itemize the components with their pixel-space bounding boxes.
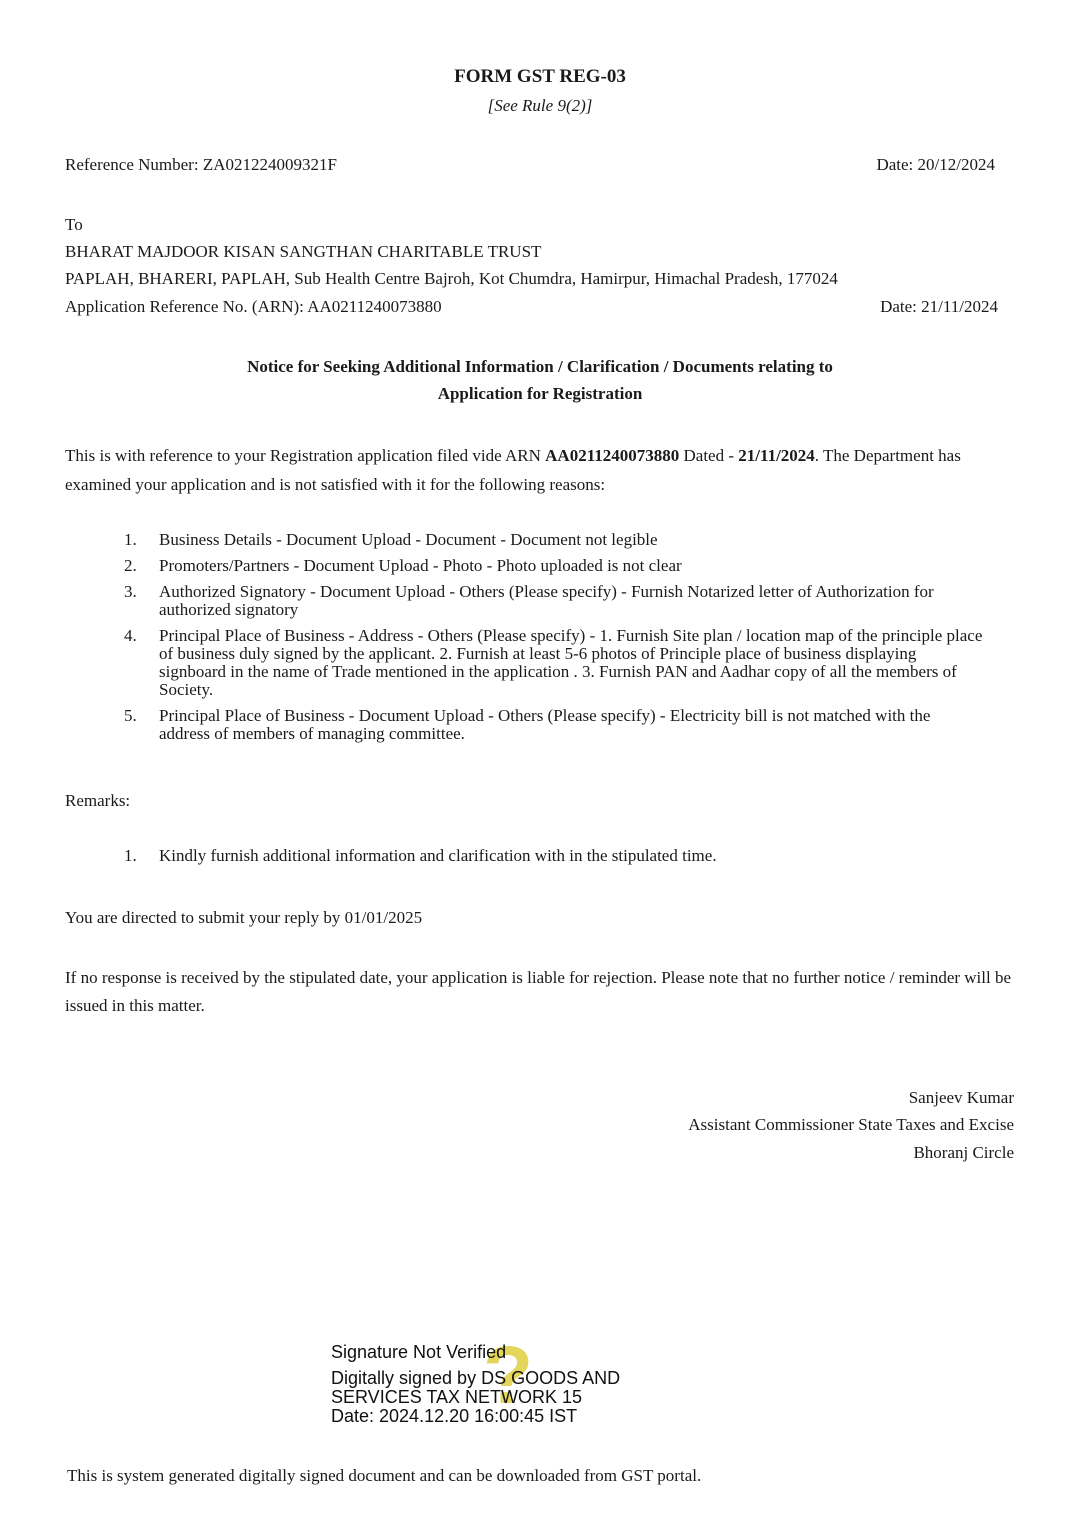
- reference-value: ZA021224009321F: [202, 155, 337, 174]
- list-item: [124, 707, 984, 743]
- intro-date: 21/11/2024: [738, 446, 815, 465]
- arn-value: AA0211240073880: [307, 297, 442, 316]
- reply-date: 01/01/2025: [344, 908, 423, 927]
- reference-label: Reference Number:: [65, 155, 199, 174]
- reasons-list: [124, 531, 984, 743]
- reason-text: Authorized Signatory - Document Upload - Others (Please specify) - Furnish Notarized letter of Authorization for authorized signatory: [159, 582, 934, 619]
- signatory-name: Sanjeev Kumar: [908, 1088, 1014, 1107]
- arn-date-label: Date:: [880, 297, 917, 316]
- rejection-warning: If no response is received by the stipulated date, your application is liable for rejection. Please note that no further notice / reminder will be issued in this matter.: [65, 968, 1012, 1015]
- list-item: [124, 847, 984, 865]
- reason-number: 2.: [124, 556, 137, 575]
- reference-date: [876, 155, 995, 175]
- arn-line: [65, 297, 442, 317]
- intro-arn: AA0211240073880: [545, 446, 680, 465]
- reply-instruction: [65, 908, 422, 928]
- to-label: To: [65, 215, 83, 234]
- remarks-label: Remarks:: [65, 791, 131, 810]
- addressee-address: PAPLAH, BHARERI, PAPLAH, Sub Health Centre Bajroh, Kot Chumdra, Hamirpur, Himachal Pradesh, 177024: [65, 269, 838, 288]
- rule-reference: [See Rule 9(2)]: [487, 96, 593, 115]
- arn-label: Application Reference No. (ARN):: [65, 297, 304, 316]
- signature-status: Signature Not Verified: [331, 1342, 507, 1362]
- list-item: [124, 627, 984, 699]
- addressee-name: BHARAT MAJDOOR KISAN SANGTHAN CHARITABLE TRUST: [65, 242, 542, 261]
- reason-text: Principal Place of Business - Document Upload - Others (Please specify) - Electricity bill is not matched with the address of members of managing committee.: [159, 706, 931, 743]
- list-item: [124, 557, 984, 575]
- intro-text-2: Dated -: [683, 446, 735, 465]
- reference-date-value: 20/12/2024: [917, 155, 995, 174]
- reference-date-label: Date:: [876, 155, 914, 174]
- intro-text-1: This is with reference to your Registration application filed vide ARN: [65, 446, 541, 465]
- signature-signer-org: SERVICES TAX NETWORK 15: [331, 1387, 583, 1407]
- intro-text-3: . The Department has examined your application and is not satisfied with it for the following reasons:: [65, 446, 961, 494]
- reason-text: Promoters/Partners - Document Upload - Photo - Photo uploaded is not clear: [159, 556, 682, 575]
- signature-signed-by: Digitally signed by DS GOODS AND: [331, 1368, 621, 1388]
- arn-date: [880, 297, 998, 317]
- notice-title-line1: Notice for Seeking Additional Information / Clarification / Documents relating to: [247, 357, 833, 376]
- reason-text: Business Details - Document Upload - Document - Document not legible: [159, 530, 658, 549]
- list-item: [124, 531, 984, 549]
- intro-paragraph: [65, 441, 1015, 499]
- signature-date: Date: 2024.12.20 16:00:45 IST: [331, 1406, 578, 1426]
- arn-date-value: 21/11/2024: [921, 297, 998, 316]
- reason-number: 3.: [124, 582, 137, 601]
- reason-number: 5.: [124, 706, 137, 725]
- reason-number: 1.: [124, 530, 137, 549]
- reason-text: Principal Place of Business - Address - Others (Please specify) - 1. Furnish Site plan / location map of the principle place of business duly signed by the applicant. 2. Furnish at least 5-6 photos of Principle place of business displaying signboard in the name of Trade mentioned in the application . 3. Furnish PAN and Aadhar copy of all the members of Society.: [159, 626, 983, 699]
- reference-number: [65, 155, 337, 175]
- signatory-circle: Bhoranj Circle: [913, 1143, 1014, 1162]
- footer-note: This is system generated digitally signed document and can be downloaded from GST portal.: [67, 1466, 702, 1485]
- form-title: FORM GST REG-03: [454, 66, 626, 87]
- notice-title-line2: Application for Registration: [437, 384, 643, 403]
- reason-number: 4.: [124, 626, 137, 645]
- list-item: [124, 583, 984, 619]
- remark-text: Kindly furnish additional information and clarification with in the stipulated time.: [159, 846, 717, 865]
- remarks-list: [124, 847, 984, 865]
- reply-text: You are directed to submit your reply by: [65, 908, 341, 927]
- remark-number: 1.: [124, 846, 137, 865]
- question-mark-icon: ?: [482, 1330, 534, 1421]
- signatory-designation: Assistant Commissioner State Taxes and Excise: [688, 1115, 1014, 1134]
